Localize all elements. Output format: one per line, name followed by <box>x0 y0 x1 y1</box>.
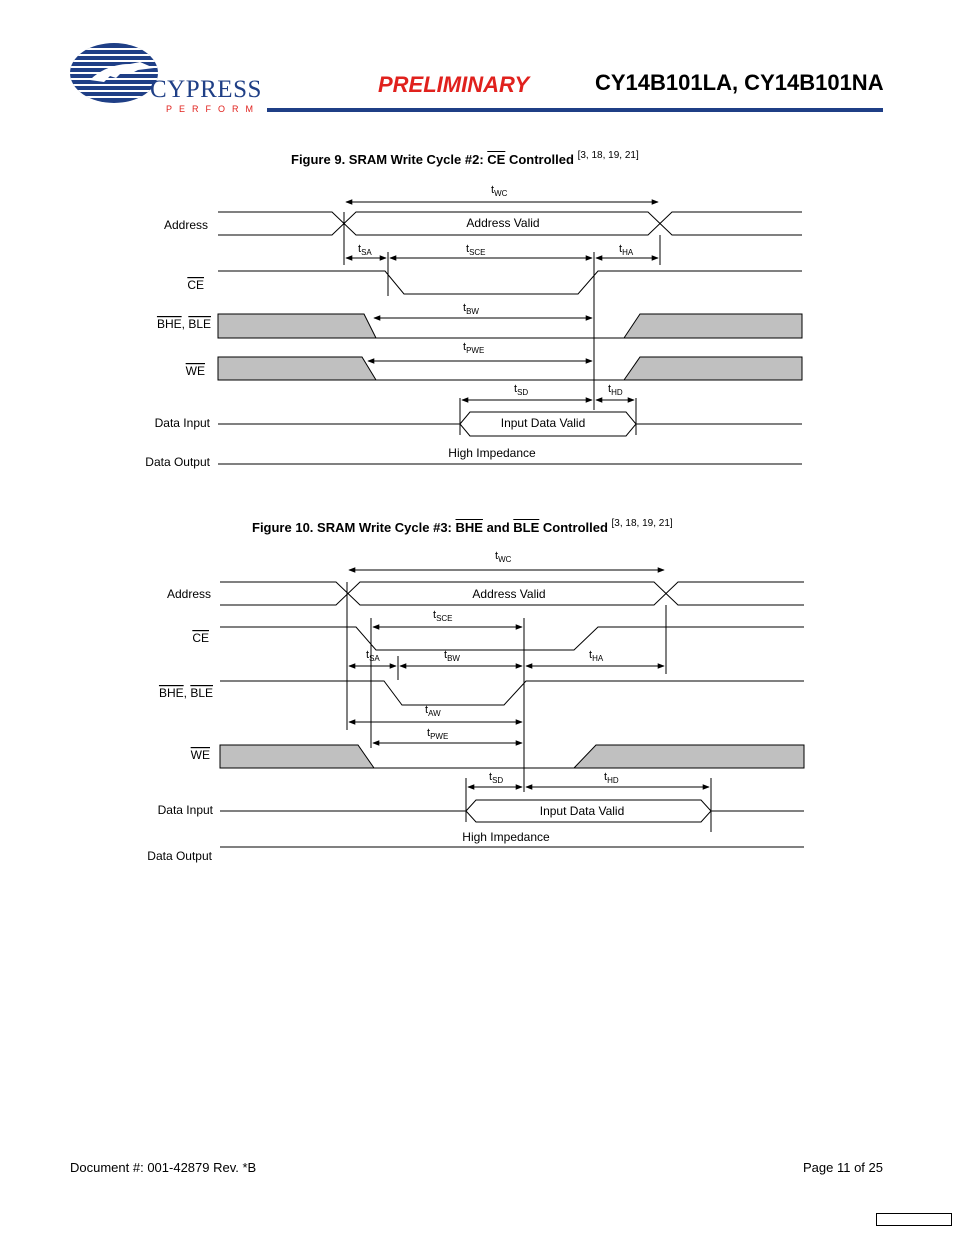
signal-label-address: Address <box>163 218 208 232</box>
figure-10-title: Figure 10. SRAM Write Cycle #3: $\overline{BHE}$ and $\overline{BLE}$ Controlled [3, 18, 19, 21] <box>252 518 673 535</box>
figure-9-timing-diagram <box>0 170 954 480</box>
logo-wordmark: CYPRESS <box>150 76 262 103</box>
timing-label-tsd: $t_{SD}$ <box>489 771 504 785</box>
high-impedance-label: High Impedance <box>448 446 536 460</box>
signal-label-address: Address <box>166 587 211 601</box>
timing-label-thd: $t_{HD}$ <box>608 383 623 397</box>
address-valid-label: Address Valid <box>466 216 540 230</box>
signal-label-data-input: Data Input <box>154 416 210 430</box>
preliminary-label: PRELIMINARY <box>378 72 530 97</box>
input-data-valid-label: Input Data Valid <box>500 416 586 430</box>
figure-10-timing-diagram <box>0 545 954 865</box>
signal-label-data-output: Data Output <box>147 849 212 863</box>
timing-label-tsa: $t_{SA}$ <box>366 649 380 663</box>
timing-label-taw: $t_{AW}$ <box>425 704 441 718</box>
timing-label-tsce: $t_{SCE}$ <box>466 243 486 257</box>
signal-label-data-output: Data Output <box>145 455 210 469</box>
signal-label-ce: CE <box>192 631 209 645</box>
logo-tagline: PERFORM <box>166 104 260 114</box>
timing-label-tsd: $t_{SD}$ <box>514 383 529 397</box>
address-valid-label: Address Valid <box>472 587 546 601</box>
signal-label-bhe-ble: BHE, BLE <box>158 686 213 700</box>
waveform-we <box>218 357 802 380</box>
waveform-data-input <box>220 800 804 822</box>
footer-document-number: Document #: 001-42879 Rev. *B <box>70 1160 257 1175</box>
signal-label-data-input: Data Input <box>157 803 213 817</box>
waveform-we <box>220 745 804 768</box>
timing-label-tsa: $t_{SA}$ <box>358 243 372 257</box>
timing-label-tha: $t_{HA}$ <box>589 649 604 663</box>
signal-label-bhe-ble: BHE, BLE <box>156 317 211 331</box>
signal-label-we: WE <box>185 364 205 378</box>
timing-label-twc: $t_{WC}$ <box>491 184 508 198</box>
figure-9-title: Figure 9. SRAM Write Cycle #2: $\overline{CE}$ Controlled [3, 18, 19, 21] <box>291 150 639 167</box>
waveform-ce <box>220 627 804 650</box>
input-data-valid-label: Input Data Valid <box>539 804 625 818</box>
footer-feedback-box <box>876 1213 952 1226</box>
timing-label-thd: $t_{HD}$ <box>604 771 619 785</box>
timing-label-tsce: $t_{SCE}$ <box>433 609 453 623</box>
high-impedance-label: High Impedance <box>462 830 550 844</box>
cypress-logo-icon <box>70 42 162 110</box>
part-numbers-title: CY14B101LA, CY14B101NA <box>595 70 884 95</box>
timing-label-tpwe: $t_{PWE}$ <box>427 727 449 741</box>
waveform-ce <box>218 271 802 294</box>
header-rule <box>267 108 883 112</box>
timing-label-tbw: $t_{BW}$ <box>463 302 479 316</box>
signal-label-ce: CE <box>187 278 204 292</box>
timing-label-tpwe: $t_{PWE}$ <box>463 341 485 355</box>
timing-label-twc: $t_{WC}$ <box>495 550 512 564</box>
timing-label-tbw: $t_{BW}$ <box>444 649 460 663</box>
waveform-bhe-ble <box>220 681 804 705</box>
signal-label-we: WE <box>190 748 210 762</box>
timing-label-tha: $t_{HA}$ <box>619 243 634 257</box>
footer-page-number: Page 11 of 25 <box>803 1160 883 1175</box>
